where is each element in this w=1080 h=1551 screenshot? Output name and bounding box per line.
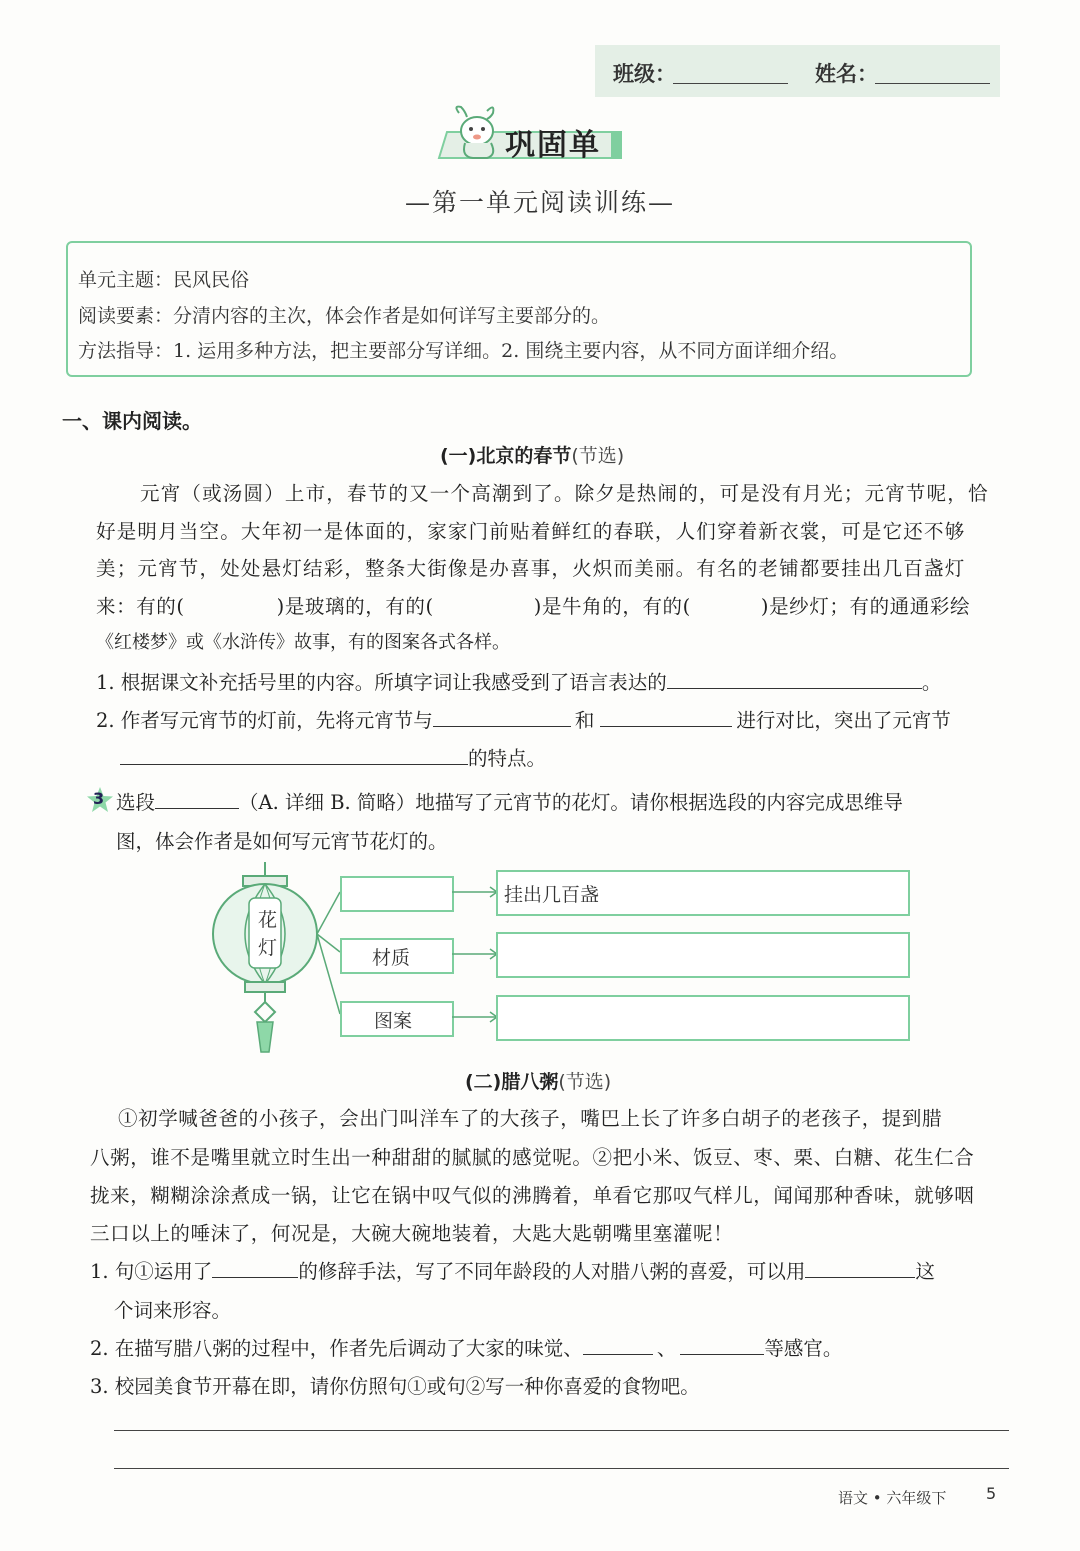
- question-text: 这: [915, 1260, 935, 1283]
- question-end: 。: [921, 671, 942, 694]
- passage2-title-text: (二)腊八粥: [465, 1071, 559, 1093]
- mindmap-label-quantity: 挂出几百盏: [504, 884, 600, 906]
- passage1-line: 元宵（或汤圆）上市，春节的又一个高潮到了。除夕是热闹的，可是没有月光；元宵节呢，恰: [140, 482, 989, 505]
- question-1: [96, 667, 941, 695]
- lantern-label: 灯: [258, 937, 278, 959]
- question-2: [96, 705, 951, 733]
- passage2-line: 拢来，糊糊涂涂煮成一锅，让它在锅中叹气似的沸腾着，单看它那叹气样儿，闻闻那种香味，就够咽: [90, 1184, 975, 1207]
- passage1-title-text: (一)北京的春节: [440, 445, 572, 467]
- passage2-question-1: [90, 1256, 935, 1284]
- student-info-box: [595, 45, 1000, 97]
- question-2-cont: [120, 743, 546, 771]
- lantern-label: 花: [258, 909, 278, 931]
- question-text: 2. 作者写元宵节的灯前，先将元宵节与: [96, 709, 433, 732]
- passage2-line: 八粥，谁不是嘴里就立时生出一种甜甜的腻腻的感觉呢。②把小米、饭豆、枣、栗、白糖、花生仁合: [90, 1146, 975, 1169]
- answer-blank[interactable]: [680, 1336, 764, 1355]
- passage2-question-3: 3. 校园美食节开幕在即，请你仿照句①或句②写一种你喜爱的食物吧。: [90, 1375, 700, 1398]
- question-text: 的修辞手法，写了不同年龄段的人对腊八粥的喜爱，可以用: [298, 1260, 806, 1283]
- question-text: 等感官。: [764, 1337, 843, 1360]
- method-guide: 方法指导：1. 运用多种方法，把主要部分写详细。2. 围绕主要内容，从不同方面详细介绍。: [78, 340, 849, 362]
- answer-blank[interactable]: [583, 1336, 653, 1355]
- answer-blank[interactable]: [120, 746, 468, 765]
- passage1-title: [440, 441, 624, 468]
- passage2-line: ①初学喊爸爸的小孩子，会出门叫洋车了的大孩子，嘴巴上长了许多白胡子的老孩子，提到腊: [118, 1107, 943, 1130]
- question-text: 2. 在描写腊八粥的过程中，作者先后调动了大家的味觉、: [90, 1337, 583, 1360]
- question-text: 进行对比，突出了元宵节: [736, 709, 951, 732]
- answer-blank[interactable]: [433, 708, 571, 727]
- unit-theme-box: [66, 241, 972, 377]
- line4-part: )是牛角的，有的(: [533, 595, 691, 618]
- passage1-line: 美；元宵节，处处悬灯结彩，整条大街像是办喜事，火炽而美丽。有名的老铺都要挂出几百盏灯: [96, 557, 966, 580]
- reading-element: 阅读要素：分清内容的主次，体会作者是如何详写主要部分的。: [78, 305, 611, 327]
- passage2-title-note: (节选): [558, 1071, 612, 1093]
- answer-blank[interactable]: [212, 1259, 298, 1278]
- mindmap-box-right-3[interactable]: [496, 995, 910, 1041]
- question-number: 3: [93, 789, 105, 808]
- deer-icon: [447, 103, 507, 161]
- unit-theme: 单元主题：民风民俗: [78, 269, 250, 291]
- passage1-line: 好是明月当空。大年初一是体面的，家家门前贴着鲜红的春联，人们穿着新衣裳，可是它还不够: [96, 520, 966, 543]
- mindmap-box-left-1[interactable]: [340, 876, 454, 912]
- writing-line[interactable]: [114, 1468, 1009, 1469]
- passage2-title: [465, 1067, 611, 1094]
- answer-blank[interactable]: [600, 708, 732, 727]
- question-text: 选段: [116, 791, 156, 814]
- class-label: 班级：: [613, 62, 676, 86]
- question-3-cont: 图，体会作者是如何写元宵节花灯的。: [116, 830, 448, 853]
- passage2-question-1-cont: 个词来形容。: [114, 1299, 232, 1322]
- question-text: 1. 根据课文补充括号里的内容。所填字词让我感受到了语言表达的: [96, 671, 667, 694]
- passage1-line: [96, 591, 970, 619]
- question-text: （A. 详细 B. 简略）地描写了元宵节的花灯。请你根据选段的内容完成思维导: [239, 791, 903, 814]
- mindmap-label-pattern: 图案: [374, 1010, 413, 1032]
- line4-part: )是纱灯；有的通通彩绘: [760, 595, 971, 618]
- passage2-line: 三口以上的唾沫了，何况是，大碗大碗地装着，大匙大匙朝嘴里塞灌呢！: [90, 1222, 734, 1245]
- answer-blank[interactable]: [667, 670, 922, 689]
- question-text: 1. 句①运用了: [90, 1260, 213, 1283]
- answer-blank[interactable]: [155, 790, 239, 809]
- mindmap-box-right-2[interactable]: [496, 932, 910, 978]
- answer-blank[interactable]: [805, 1259, 915, 1278]
- page-subtitle: —第一单元阅读训练—: [404, 188, 675, 217]
- name-label: 姓名：: [815, 62, 878, 86]
- mindmap-connectors: [450, 870, 500, 1040]
- page-number: 5: [986, 1484, 997, 1503]
- writing-line[interactable]: [114, 1430, 1009, 1431]
- footer-subject: 语文 • 六年级下: [838, 1489, 947, 1507]
- question-text: 的特点。: [468, 747, 547, 770]
- mindmap-label-material: 材质: [372, 947, 411, 969]
- passage1-title-note: (节选): [571, 445, 625, 467]
- question-3: [116, 787, 903, 815]
- page-title: 巩固单: [505, 128, 601, 163]
- class-field[interactable]: [673, 83, 788, 84]
- passage2-question-2: [90, 1333, 842, 1361]
- section-title: 一、课内阅读。: [62, 409, 202, 433]
- name-field[interactable]: [875, 83, 990, 84]
- question-text: 、: [656, 1337, 677, 1360]
- line4-part: 来：有的(: [96, 595, 185, 618]
- line4-part: )是玻璃的，有的(: [276, 595, 434, 618]
- question-text: 和: [574, 709, 595, 732]
- passage1-line: 《红楼梦》或《水浒传》故事，有的图案各式各样。: [96, 632, 510, 653]
